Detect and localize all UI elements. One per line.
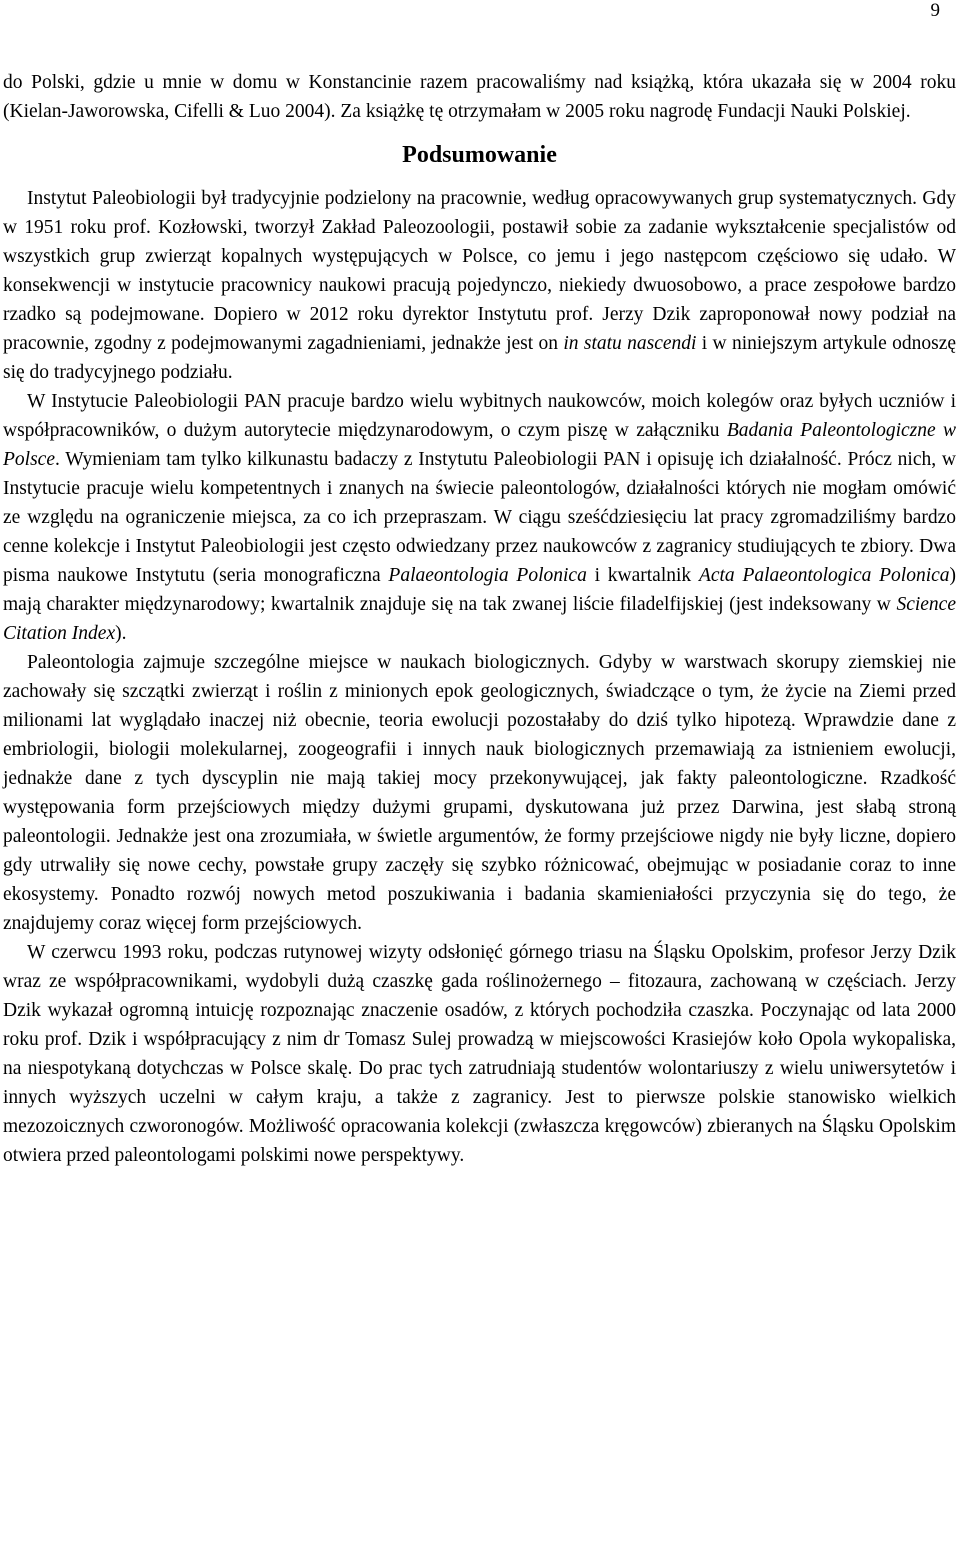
- paragraph-2-italic-1: Badania Paleontologiczne w Polsce: [3, 420, 956, 470]
- document-body: [3, 68, 956, 1170]
- paragraph-1: [3, 184, 956, 387]
- paragraph-1-text-b: i w niniejszym artykule odnoszę się do tradycyjnego podziału.: [3, 333, 956, 383]
- paragraph-2-text-b: . Wymieniam tam tylko kilkunastu badaczy z Instytutu Paleobiologii PAN i opisuję ich działalność. Prócz nich, w Instytucie pracuje wielu kompetentnych i znanych na świecie paleontologów, działalności których nie mogłam omówić ze względu na ograniczenie miejsca, za co ich przepraszam. W ciągu sześćdziesięciu lat pracy zgromadziliśmy bardzo cenne kolekcje i Instytut Paleobiologii jest często odwiedzany przez naukowców z zagranicy studiujących te zbiory. Dwa pisma naukowe Instytutu (seria monograficzna: [3, 449, 956, 586]
- paragraph-2-italic-4: Science Citation Index: [3, 594, 956, 644]
- intro-paragraph: do Polski, gdzie u mnie w domu w Konstancinie razem pracowaliśmy nad książką, która ukazała się w 2004 roku (Kielan-Jaworowska, Cifelli & Luo 2004). Za książkę tę otrzymałam w 2005 roku nagrodę Fundacji Nauki Polskiej.: [3, 72, 956, 122]
- paragraph-2: [3, 387, 956, 648]
- paragraph-1-text-a: Instytut Paleobiologii był tradycyjnie podzielony na pracownie, według opracowywanych grup systematycznych. Gdy w 1951 roku prof. Kozłowski, tworzył Zakład Paleozoologii, postawił sobie za zadanie wykształcenie specjalistów od wszystkich grup zwierząt kopalnych występujących w Polsce, co jemu i jego następcom częściowo się udało. W konsekwencji w instytucie pracownicy naukowi pracują pojedynczo, niekiedy dwuosobowo, a prace zespołowe bardzo rzadko są podejmowane. Dopiero w 2012 roku dyrektor Instytutu prof. Jerzy Dzik zaproponował nowy podział na pracownie, zgodny z podejmowanymi zagadnieniami, jednakże jest on: [3, 188, 956, 354]
- section-heading: Podsumowanie: [402, 142, 557, 168]
- paragraph-3: Paleontologia zajmuje szczególne miejsce w naukach biologicznych. Gdyby w warstwach skorupy ziemskiej nie zachowały się szczątki zwierząt i roślin z minionych epok geologicznych, świadczące o tym, że życie na Ziemi przed milionami lat wyglądało inaczej niż obecnie, teoria ewolucji pozostałaby do dziś tylko hipotezą. Wprawdzie dane z embriologii, biologii molekularnej, zoogeografii i innych nauk biologicznych przemawiają za istnieniem ewolucji, jednakże dane z tych dyscyplin nie mają takiej mocy przekonywującej, jak fakty paleontologiczne. Rzadkość występowania form przejściowych między dużymi grupami, dyskutowana już przez Darwina, jest słabą stroną paleontologii. Jednakże jest ona zrozumiała, w świetle argumentów, że formy przejściowe nigdy nie były liczne, dopiero gdy utrwaliły się nowe cechy, powstałe grupy zaczęły się szybko różnicować, obejmując w posiadanie coraz to inne ekosystemy. Ponadto rozwój nowych metod poszukiwania i badania skamieniałości przyczynia się do tego, że znajdujemy coraz więcej form przejściowych.: [3, 652, 956, 934]
- paragraph-2-text-c: i kwartalnik: [586, 565, 699, 586]
- page-number: 9: [930, 0, 940, 21]
- paragraph-2-text-e: ).: [115, 623, 127, 644]
- paragraph-1-italic-1: in statu nascendi: [563, 333, 697, 354]
- paragraph-2-italic-2: Palaeontologia Polonica: [388, 565, 587, 586]
- paragraph-4: W czerwcu 1993 roku, podczas rutynowej wizyty odsłonięć górnego triasu na Śląsku Opolskim, profesor Jerzy Dzik wraz ze współpracownikami, wydobyli dużą czaszkę gada roślinożernego – fitozaura, zachowaną w częściach. Jerzy Dzik wykazał ogromną intuicję rozpoznając znaczenie osadów, z których pochodziła czaszka. Poczynając od lata 2000 roku prof. Dzik i współpracujący z nim dr Tomasz Sulej prowadzą w miejscowości Krasiejów koło Opola wykopaliska, na niespotykaną dotychczas w Polsce skalę. Do prac tych zatrudniają studentów wolontariuszy z wielu uniwersytetów i innych wyższych uczelni w całym kraju, a także z zagranicy. Jest to pierwsze polskie stanowisko wielkich mezozoicznych czworonogów. Możliwość opracowania kolekcji (zwłaszcza kręgowców) zbieranych na Śląsku Opolskim otwiera przed paleontologami polskimi nowe perspektywy.: [3, 942, 956, 1166]
- paragraph-2-italic-3: Acta Palaeontologica Polonica: [698, 565, 950, 586]
- paragraph-2-text-d: ) mają charakter międzynarodowy; kwartalnik znajduje się na tak zwanej liście filadelfijskiej (jest indeksowany w: [3, 565, 957, 615]
- paragraph-2-text-a: W Instytucie Paleobiologii PAN pracuje bardzo wielu wybitnych naukowców, moich kolegów oraz byłych uczniów i współpracowników, o dużym autorytecie międzynarodowym, o czym piszę w załączniku: [3, 391, 956, 441]
